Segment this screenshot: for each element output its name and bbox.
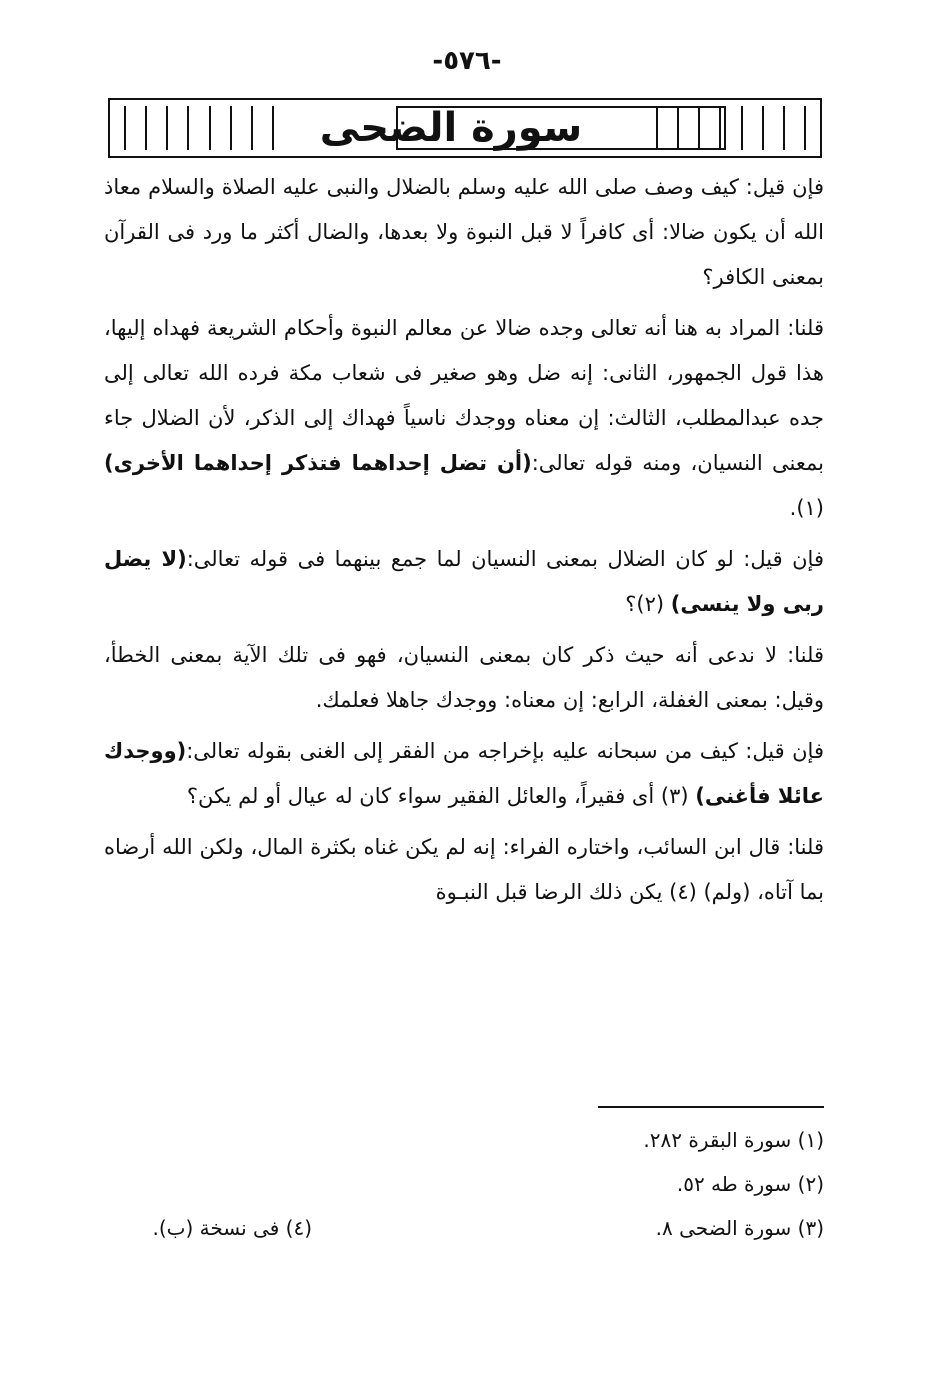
footnote-ref-2: (٢)؟ — [625, 592, 671, 616]
page-number: -٥٧٦- — [432, 46, 502, 76]
footnote-divider — [598, 1106, 824, 1108]
surah-title: سورة الضحى — [319, 105, 583, 151]
footnote-ref-1: (١). — [789, 496, 824, 520]
paragraph-3 — [104, 537, 824, 627]
verse-quote-3: (ووجدك عائلا فأغنى) — [104, 739, 824, 808]
paragraph-3-text: فإن قيل: لو كان الضلال بمعنى النسيان لما جمع بينهما فى قوله تعالى: — [186, 547, 824, 571]
body-text — [104, 165, 824, 921]
footnote-1: (١) سورة البقرة ٢٨٢. — [643, 1128, 824, 1152]
verse-quote-1: (أن تضل إحداهما فتذكر إحداهما الأخرى) — [104, 451, 532, 475]
paragraph-1: فإن قيل: كيف وصف صلى الله عليه وسلم بالضلال والنبى عليه الصلاة والسلام معاذ الله أن يكون ضالا: أى كافراً لا قبل النبوة ولا بعدها، والضال أكثر ما ورد فى القرآن بمعنى الكافر؟ — [104, 175, 824, 289]
footnote-4: (٤) فى نسخة (ب). — [152, 1216, 312, 1240]
paragraph-5-tail: (٣) أى فقيراً، والعائل الفقير سواء كان له عيال أو لم يكن؟ — [186, 784, 696, 808]
title-decoration-right — [646, 106, 816, 150]
paragraph-6: قلنا: قال ابن السائب، واختاره الفراء: إنه لم يكن غناه بكثرة المال، ولكن الله أرضاه بما آتاه، (ولم) (٤) يكن ذلك الرضا قبل النبـوة — [104, 835, 824, 904]
verse-quote-2: (لا يضل ربى ولا ينسى) — [104, 547, 824, 616]
paragraph-5 — [104, 729, 824, 819]
paragraph-2-text: قلنا: المراد به هنا أنه تعالى وجده ضالا عن معالم النبوة وأحكام الشريعة فهداه إليها، هذا قول الجمهور، الثانى: إنه ضل وهو صغير فى شعاب مكة فرده الله تعالى إلى جده عبدالمطلب، الثالث: إن معناه ووجدك ناسياً فهداك إلى الذكر، لأن الضلال جاء بمعنى النسيان، ومنه قوله تعالى: — [104, 316, 825, 475]
paragraph-5-text: فإن قيل: كيف من سبحانه عليه بإخراجه من الفقر إلى الغنى بقوله تعالى: — [186, 739, 824, 763]
title-decoration-left — [114, 106, 284, 150]
footnote-3: (٣) سورة الضحى ٨. — [655, 1216, 824, 1240]
paragraph-4: قلنا: لا ندعى أنه حيث ذكر كان بمعنى النسيان، فهو فى تلك الآية بمعنى الخطأ، وقيل: بمعنى الغفلة، الرابع: إن معناه: ووجدك جاهلا فعلمك. — [104, 643, 824, 712]
footnote-2: (٢) سورة طه ٥٢. — [676, 1172, 824, 1196]
paragraph-2 — [104, 306, 824, 531]
